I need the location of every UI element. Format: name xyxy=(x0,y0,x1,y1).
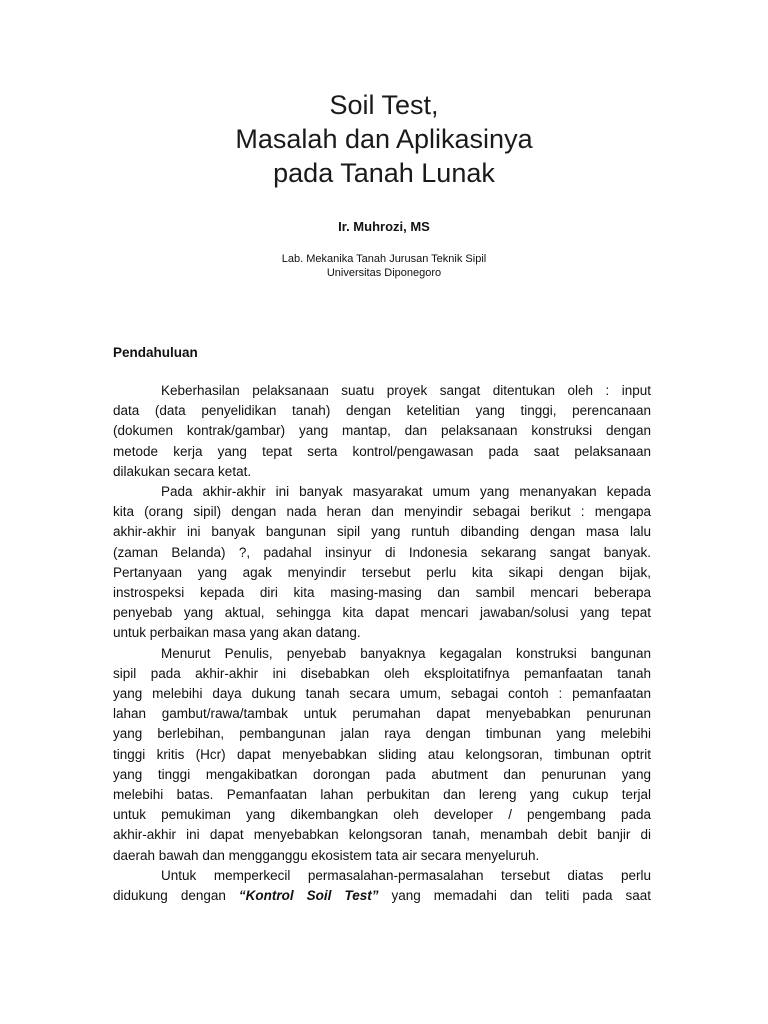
paragraph-line: Pada akhir-akhir ini banyak masyarakat umum yang menanyakan kepada xyxy=(161,484,651,500)
author-name: Ir. Muhrozi, MS xyxy=(338,219,430,234)
paragraph-line: Keberhasilan pelaksanaan suatu proyek sangat ditentukan oleh : input xyxy=(161,383,651,398)
paragraph-line: akhir-akhir ini dapat menyebabkan kelongsoran tanah, menambah debit banjir di xyxy=(113,827,651,843)
paragraph-2 xyxy=(113,482,651,644)
text-run: yang memadahi dan teliti pada saat xyxy=(378,888,652,904)
paragraph-line: tinggi kritis (Hcr) dapat menyebabkan sliding atau kelongsoran, timbunan optrit xyxy=(113,746,651,762)
paragraph-line: (dokumen kontrak/gambar) yang mantap, dan pelaksanaan konstruksi dengan xyxy=(113,423,651,439)
paragraph-line: lahan gambut/rawa/tambak untuk perumahan dapat menyebabkan penurunan xyxy=(113,706,651,722)
paragraph-line: melebihi batas. Pemanfaatan lahan perbukitan dan lereng yang cukup terjal xyxy=(113,787,651,803)
paragraph-line: metode kerja yang tepat serta kontrol/pengawasan pada saat pelaksanaan xyxy=(113,443,651,459)
body-text xyxy=(113,381,651,906)
affiliation-line-2: Universitas Diponegoro xyxy=(326,267,442,279)
emphasized-term: “Kontrol Soil Test” xyxy=(238,888,379,904)
paragraph-4 xyxy=(113,866,651,906)
paragraph-line: penyebab yang aktual, sehingga kita dapat mencari jawaban/solusi yang tepat xyxy=(113,605,651,621)
paragraph-line-with-emphasis xyxy=(113,886,651,906)
title-line-2: Masalah dan Aplikasinya xyxy=(235,124,533,154)
affiliation-line-1: Lab. Mekanika Tanah Jurusan Teknik Sipil xyxy=(281,253,487,265)
paragraph-line: untuk perbaikan masa yang akan datang. xyxy=(113,625,361,641)
paragraph-line: untuk pemukiman yang dikembangkan oleh developer / pengembang pada xyxy=(113,807,651,823)
paragraph-line: kita (orang sipil) dengan nada heran dan menyindir sebagai berikut : mengapa xyxy=(113,504,651,520)
paragraph-line: Untuk memperkecil permasalahan-permasalahan tersebut diatas perlu xyxy=(161,867,651,883)
title-line-3: pada Tanah Lunak xyxy=(273,158,495,188)
paragraph-line: akhir-akhir ini banyak bangunan sipil yang runtuh dibanding dengan masa lalu xyxy=(113,524,651,540)
paragraph-line: instrospeksi kepada diri kita masing-masing dan sambil mencari beberapa xyxy=(113,585,651,601)
paragraph-line: Menurut Penulis, penyebab banyaknya kegagalan konstruksi bangunan xyxy=(161,645,651,661)
title-line-1: Soil Test, xyxy=(329,90,439,120)
paragraph-line: Pertanyaan yang agak menyindir tersebut perlu kita sikapi dengan bijak, xyxy=(113,564,651,580)
paragraph-line: yang berlebihan, pembangunan jalan raya dengan timbunan yang melebihi xyxy=(113,726,651,742)
paragraph-1 xyxy=(113,381,651,482)
paragraph-line: (zaman Belanda) ?, padahal insinyur di Indonesia sekarang sangat banyak. xyxy=(113,544,651,560)
paragraph-line: data (data penyelidikan tanah) dengan ketelitian yang tinggi, perencanaan xyxy=(113,403,651,419)
paragraph-3 xyxy=(113,644,651,866)
text-run: didukung dengan xyxy=(113,888,239,904)
paragraph-line: yang melebihi daya dukung tanah secara umum, sebagai contoh : pemanfaatan xyxy=(113,686,651,702)
paragraph-line: sipil pada akhir-akhir ini disebabkan oleh eksploitatifnya pemanfaatan tanah xyxy=(113,665,651,681)
document-title xyxy=(0,88,768,190)
paragraph-line: daerah bawah dan mengganggu ekosistem tata air secara menyeluruh. xyxy=(113,847,540,863)
paragraph-line: dilakukan secara ketat. xyxy=(113,463,252,479)
paragraph-line: yang tinggi mengakibatkan dorongan pada abutment dan penurunan yang xyxy=(113,766,651,782)
section-heading: Pendahuluan xyxy=(113,345,198,360)
author-affiliation xyxy=(0,252,768,280)
